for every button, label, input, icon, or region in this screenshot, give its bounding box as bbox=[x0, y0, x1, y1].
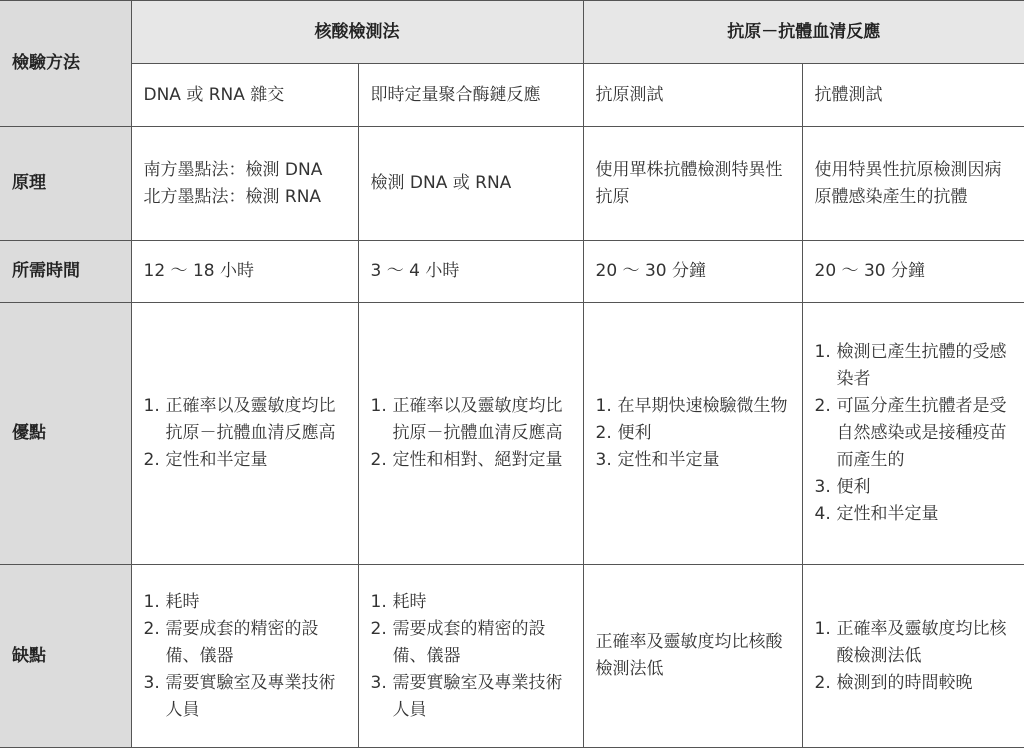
list-item bbox=[371, 616, 571, 670]
advantages-list bbox=[144, 393, 346, 474]
list-item-number: 1. bbox=[595, 396, 612, 416]
row-time bbox=[0, 241, 1024, 303]
method-header: 檢驗方法 bbox=[0, 1, 131, 127]
list-item-number: 1. bbox=[143, 396, 160, 416]
time-qpcr: 3 ～ 4 小時 bbox=[358, 241, 583, 303]
method-antibody-test: 抗體測試 bbox=[802, 64, 1024, 127]
list-item bbox=[596, 447, 790, 474]
list-item-text: 耗時 bbox=[165, 591, 200, 612]
list-item bbox=[371, 393, 571, 447]
list-item-text: 定性和半定量 bbox=[836, 504, 939, 524]
principle-antigen: 使用單株抗體檢測特異性抗原 bbox=[583, 127, 802, 241]
list-item-text: 檢測已產生抗體的受感染者 bbox=[836, 342, 1007, 389]
list-item bbox=[815, 339, 1013, 393]
advantages-list bbox=[371, 393, 571, 474]
row-label-disadvantages: 缺點 bbox=[0, 565, 131, 748]
list-item bbox=[144, 616, 346, 670]
list-item-number: 2. bbox=[143, 450, 160, 470]
list-item bbox=[815, 616, 1013, 670]
list-item-text: 正確率以及靈敏度均比抗原－抗體血清反應高 bbox=[392, 396, 563, 443]
list-item bbox=[815, 393, 1013, 474]
time-antigen: 20 ～ 30 分鐘 bbox=[583, 241, 802, 303]
list-item-number: 3. bbox=[370, 672, 387, 693]
list-item-number: 3. bbox=[143, 672, 160, 693]
list-item-text: 定性和半定量 bbox=[617, 450, 720, 470]
list-item-number: 1. bbox=[143, 591, 160, 612]
list-item-number: 1. bbox=[370, 396, 387, 416]
list-item-text: 便利 bbox=[836, 477, 871, 497]
list-item-text: 需要成套的精密的設備、儀器 bbox=[392, 618, 546, 666]
disadvantages-list bbox=[144, 589, 346, 724]
list-item-number: 1. bbox=[814, 618, 831, 639]
time-antibody: 20 ～ 30 分鐘 bbox=[802, 241, 1024, 303]
list-item-text: 定性和相對、絕對定量 bbox=[392, 450, 563, 470]
advantages-hybridization bbox=[131, 303, 358, 565]
list-item bbox=[371, 447, 571, 474]
list-item-text: 便利 bbox=[617, 423, 652, 443]
row-label-advantages: 優點 bbox=[0, 303, 131, 565]
principle-qpcr: 檢測 DNA 或 RNA bbox=[358, 127, 583, 241]
list-item bbox=[371, 670, 571, 724]
list-item-number: 3. bbox=[814, 477, 831, 497]
list-item-text: 正確率以及靈敏度均比抗原－抗體血清反應高 bbox=[165, 396, 336, 443]
method-hybridization: DNA 或 RNA 雜交 bbox=[131, 64, 358, 127]
list-item-text: 需要實驗室及專業技術人員 bbox=[165, 672, 336, 720]
list-item bbox=[596, 420, 790, 447]
list-item-text: 檢測到的時間較晚 bbox=[836, 672, 973, 693]
list-item-number: 2. bbox=[595, 423, 612, 443]
method-antigen-test: 抗原測試 bbox=[583, 64, 802, 127]
disadvantages-qpcr bbox=[358, 565, 583, 748]
group-header-nucleic: 核酸檢測法 bbox=[131, 1, 583, 64]
list-item-number: 1. bbox=[814, 342, 831, 362]
list-item-text: 正確率及靈敏度均比核酸檢測法低 bbox=[836, 618, 1007, 666]
row-advantages bbox=[0, 303, 1024, 565]
list-item-number: 4. bbox=[814, 504, 831, 524]
list-item-text: 可區分產生抗體者是受自然感染或是接種疫苗而產生的 bbox=[836, 396, 1007, 470]
list-item-number: 2. bbox=[814, 396, 831, 416]
list-item-text: 需要成套的精密的設備、儀器 bbox=[165, 618, 319, 666]
list-item-number: 2. bbox=[370, 450, 387, 470]
list-item bbox=[144, 393, 346, 447]
list-item bbox=[815, 501, 1013, 528]
list-item bbox=[596, 393, 790, 420]
list-item bbox=[815, 474, 1013, 501]
advantages-antigen bbox=[583, 303, 802, 565]
disadvantages-antigen: 正確率及靈敏度均比核酸檢測法低 bbox=[583, 565, 802, 748]
list-item bbox=[815, 670, 1013, 697]
advantages-antibody bbox=[802, 303, 1024, 565]
disadvantages-hybridization bbox=[131, 565, 358, 748]
header-row-groups bbox=[0, 1, 1024, 64]
list-item bbox=[144, 670, 346, 724]
row-label-time: 所需時間 bbox=[0, 241, 131, 303]
list-item-text: 在早期快速檢驗微生物 bbox=[617, 396, 788, 416]
principle-southern: 南方墨點法：檢測 DNA bbox=[143, 159, 323, 180]
list-item-number: 3. bbox=[595, 450, 612, 470]
list-item bbox=[371, 589, 571, 616]
list-item-text: 耗時 bbox=[392, 591, 427, 612]
list-item-number: 2. bbox=[814, 672, 831, 693]
list-item-number: 2. bbox=[143, 618, 160, 639]
advantages-qpcr bbox=[358, 303, 583, 565]
advantages-list bbox=[815, 339, 1013, 528]
list-item bbox=[144, 589, 346, 616]
principle-antibody: 使用特異性抗原檢測因病原體感染產生的抗體 bbox=[802, 127, 1024, 241]
principle-northern: 北方墨點法：檢測 RNA bbox=[143, 186, 322, 207]
advantages-list bbox=[596, 393, 790, 474]
list-item-number: 2. bbox=[370, 618, 387, 639]
list-item bbox=[144, 447, 346, 474]
row-principle bbox=[0, 127, 1024, 241]
list-item-text: 需要實驗室及專業技術人員 bbox=[392, 672, 563, 720]
disadvantages-list bbox=[371, 589, 571, 724]
list-item-text: 定性和半定量 bbox=[165, 450, 268, 470]
row-disadvantages bbox=[0, 565, 1024, 748]
row-label-principle: 原理 bbox=[0, 127, 131, 241]
list-item-number: 1. bbox=[370, 591, 387, 612]
method-qpcr: 即時定量聚合酶鏈反應 bbox=[358, 64, 583, 127]
header-row-methods bbox=[0, 64, 1024, 127]
disadvantages-list bbox=[815, 616, 1013, 697]
principle-hybridization bbox=[131, 127, 358, 241]
disadvantages-antibody bbox=[802, 565, 1024, 748]
group-header-serum: 抗原－抗體血清反應 bbox=[583, 1, 1024, 64]
time-hybridization: 12 ～ 18 小時 bbox=[131, 241, 358, 303]
